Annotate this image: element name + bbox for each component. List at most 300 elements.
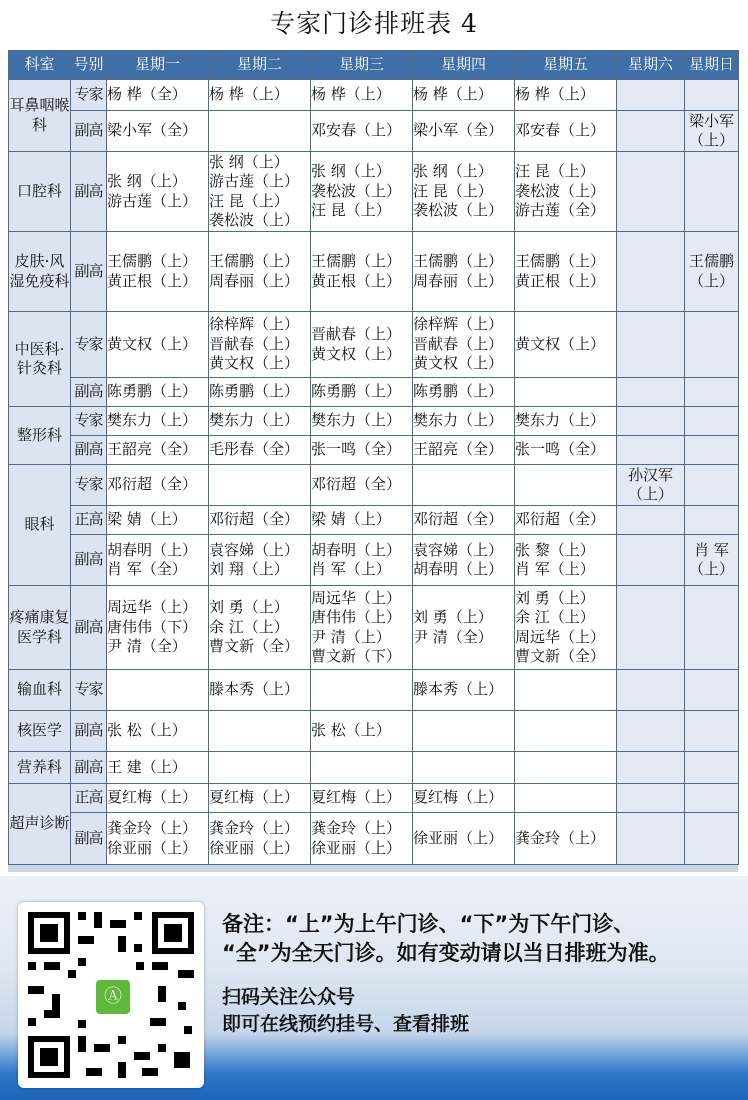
doctor-entry: 黄正根（上） bbox=[311, 271, 402, 290]
doctor-entry: 徐亚丽（上） bbox=[209, 838, 300, 857]
doctor-entry: 梁小军 bbox=[688, 111, 734, 130]
schedule-cell bbox=[515, 670, 617, 711]
schedule-cell bbox=[209, 711, 311, 752]
schedule-cell bbox=[311, 465, 413, 506]
doctor-entry: 袭松波（上） bbox=[209, 211, 300, 229]
doctor-entry: 滕本秀（上） bbox=[209, 680, 300, 699]
doctor-entry: 刘 勇（上） bbox=[413, 608, 493, 626]
schedule-cell bbox=[209, 152, 311, 232]
schedule-cell bbox=[515, 813, 617, 865]
schedule-cell bbox=[515, 80, 617, 111]
schedule-cell bbox=[515, 784, 617, 813]
table-row bbox=[9, 711, 739, 752]
doctor-entry: 孙汉军 bbox=[627, 465, 673, 484]
header-dept: 科室 bbox=[9, 51, 71, 80]
doctor-entry: 袭松波（上） bbox=[413, 201, 504, 220]
schedule-cell bbox=[515, 232, 617, 312]
dept-cell: 中医科·针灸科 bbox=[9, 312, 71, 407]
doctor-entry: 游古莲（上） bbox=[209, 172, 300, 190]
doctor-entry: 肖 军（上） bbox=[515, 560, 595, 578]
rank-cell: 专家 bbox=[71, 407, 107, 436]
doctor-entry: 汪 昆（上） bbox=[209, 191, 289, 210]
doctor-entry: 夏红梅（上） bbox=[107, 788, 198, 807]
doctor-entry: 周远华（上） bbox=[515, 627, 606, 646]
doctor-entry: 龚金玲（上） bbox=[515, 828, 606, 847]
header-fri: 星期五 bbox=[515, 51, 617, 80]
schedule-cell bbox=[107, 378, 209, 407]
legend-note bbox=[222, 910, 732, 968]
doctor-entry: 徐亚丽（上） bbox=[107, 838, 198, 857]
schedule-cell bbox=[685, 465, 739, 506]
table-row bbox=[9, 152, 739, 232]
doctor-entry: 周春丽（上） bbox=[413, 271, 504, 290]
doctor-entry: 夏红梅（上） bbox=[413, 788, 504, 807]
schedule-cell bbox=[209, 80, 311, 111]
schedule-cell bbox=[413, 506, 515, 535]
schedule-cell bbox=[413, 752, 515, 784]
doctor-entry: 尹 清（全） bbox=[107, 637, 187, 656]
doctor-entry: 邓衍超（全） bbox=[515, 510, 606, 529]
dept-cell: 核医学 bbox=[9, 711, 71, 752]
schedule-cell bbox=[107, 506, 209, 535]
schedule-cell bbox=[617, 436, 685, 465]
schedule-cell bbox=[685, 813, 739, 865]
doctor-entry: 胡春明（上） bbox=[413, 560, 504, 578]
schedule-cell bbox=[311, 711, 413, 752]
doctor-entry: 袁容娣（上） bbox=[209, 540, 300, 559]
schedule-cell bbox=[617, 378, 685, 407]
dept-cell: 整形科 bbox=[9, 407, 71, 465]
doctor-entry: 晋献春（上） bbox=[311, 325, 402, 343]
rank-cell: 副高 bbox=[71, 535, 107, 586]
table-row bbox=[9, 670, 739, 711]
schedule-cell bbox=[311, 813, 413, 865]
schedule-cell bbox=[209, 586, 311, 670]
schedule-cell bbox=[617, 752, 685, 784]
schedule-cell bbox=[617, 465, 685, 506]
doctor-entry: 黄文权（上） bbox=[515, 334, 606, 353]
scan-line-2: 即可在线预约挂号、查看排班 bbox=[222, 1013, 470, 1035]
header-tue: 星期二 bbox=[209, 51, 311, 80]
doctor-entry: （上） bbox=[688, 271, 734, 290]
doctor-entry: 唐伟伟（下） bbox=[107, 617, 198, 636]
rank-cell: 副高 bbox=[71, 152, 107, 232]
schedule-cell bbox=[107, 80, 209, 111]
schedule-cell bbox=[413, 378, 515, 407]
schedule-cell bbox=[107, 711, 209, 752]
schedule-cell bbox=[209, 535, 311, 586]
schedule-cell bbox=[413, 813, 515, 865]
rank-cell: 副高 bbox=[71, 586, 107, 670]
legend-note-line-1: 备注：“上”为上午门诊、“下”为下午门诊、 bbox=[222, 912, 635, 936]
doctor-entry: 梁小军（全） bbox=[107, 121, 198, 140]
schedule-cell bbox=[515, 436, 617, 465]
doctor-entry: 黄文权（上） bbox=[107, 334, 198, 353]
doctor-entry: 张 纲（上） bbox=[107, 172, 187, 190]
schedule-cell bbox=[107, 152, 209, 232]
doctor-entry: 梁 婧（上） bbox=[311, 510, 391, 529]
schedule-cell bbox=[685, 312, 739, 378]
doctor-entry: 张 松（上） bbox=[311, 721, 391, 740]
rank-cell: 副高 bbox=[71, 436, 107, 465]
doctor-entry: 樊东力（上） bbox=[107, 411, 198, 430]
doctor-entry: 杨 桦（上） bbox=[209, 85, 289, 104]
schedule-cell bbox=[413, 111, 515, 152]
schedule-cell bbox=[311, 670, 413, 711]
page-title: 专家门诊排班表 4 bbox=[270, 9, 478, 38]
doctor-entry: 龚金玲（上） bbox=[107, 819, 198, 837]
schedule-cell bbox=[209, 407, 311, 436]
doctor-entry: 杨 桦（上） bbox=[311, 85, 391, 104]
scan-instructions bbox=[222, 984, 469, 1038]
schedule-cell bbox=[209, 378, 311, 407]
schedule-cell bbox=[107, 232, 209, 312]
qr-code[interactable] bbox=[18, 902, 204, 1088]
doctor-entry: 曹文新（全） bbox=[209, 637, 300, 656]
doctor-entry: 刘 勇（上） bbox=[209, 598, 289, 617]
scan-line-1: 扫码关注公众号 bbox=[222, 986, 356, 1008]
schedule-cell bbox=[107, 465, 209, 506]
doctor-entry: 周远华（上） bbox=[311, 588, 402, 607]
doctor-entry: 黄正根（上） bbox=[107, 271, 198, 290]
doctor-entry: 邓安春（上） bbox=[515, 121, 606, 140]
doctor-entry: 樊东力（上） bbox=[311, 411, 402, 430]
schedule-cell bbox=[685, 586, 739, 670]
doctor-entry: 王儒鹏 bbox=[688, 252, 734, 270]
schedule-cell bbox=[311, 407, 413, 436]
schedule-cell bbox=[617, 312, 685, 378]
schedule-cell bbox=[107, 752, 209, 784]
schedule-cell bbox=[685, 436, 739, 465]
table-row bbox=[9, 784, 739, 813]
dept-cell: 口腔科 bbox=[9, 152, 71, 232]
table-row bbox=[9, 312, 739, 378]
table-row bbox=[9, 506, 739, 535]
schedule-cell bbox=[685, 152, 739, 232]
doctor-entry: 王儒鹏（上） bbox=[107, 252, 198, 270]
doctor-entry: 徐梓辉（上） bbox=[209, 315, 300, 334]
schedule-cell bbox=[685, 784, 739, 813]
doctor-entry: 余 江（上） bbox=[209, 617, 289, 636]
doctor-entry: 晋献春（上） bbox=[413, 334, 504, 353]
doctor-entry: 刘 勇（上） bbox=[515, 588, 595, 607]
rank-cell: 专家 bbox=[71, 465, 107, 506]
doctor-entry: 游古莲（上） bbox=[107, 191, 198, 210]
rank-cell: 专家 bbox=[71, 312, 107, 378]
dept-cell: 疼痛康复医学科 bbox=[9, 586, 71, 670]
schedule-cell bbox=[413, 465, 515, 506]
doctor-entry: 梁小军（全） bbox=[413, 121, 504, 140]
schedule-cell bbox=[617, 232, 685, 312]
doctor-entry: 晋献春（上） bbox=[209, 334, 300, 353]
schedule-cell bbox=[107, 436, 209, 465]
doctor-entry: 周春丽（上） bbox=[209, 271, 300, 290]
doctor-entry: 肖 军（全） bbox=[107, 560, 187, 578]
schedule-cell bbox=[617, 813, 685, 865]
table-row bbox=[9, 232, 739, 312]
schedule-cell bbox=[413, 312, 515, 378]
doctor-entry: 毛彤春（全） bbox=[209, 440, 300, 459]
schedule-cell bbox=[515, 535, 617, 586]
doctor-entry: 黄文权（上） bbox=[209, 354, 300, 373]
schedule-cell bbox=[685, 80, 739, 111]
schedule-cell bbox=[515, 752, 617, 784]
doctor-entry: 黄正根（上） bbox=[515, 271, 606, 290]
doctor-entry: 樊东力（上） bbox=[209, 411, 300, 430]
doctor-entry: 张一鸣（全） bbox=[515, 440, 606, 459]
schedule-cell bbox=[209, 784, 311, 813]
schedule-cell bbox=[107, 784, 209, 813]
doctor-entry: 杨 桦（全） bbox=[107, 85, 187, 104]
doctor-entry: 尹 清（全） bbox=[413, 627, 493, 646]
schedule-cell bbox=[209, 752, 311, 784]
schedule-cell bbox=[617, 111, 685, 152]
table-header-row bbox=[9, 51, 739, 80]
doctor-entry: 肖 军 bbox=[694, 540, 729, 559]
table-row bbox=[9, 752, 739, 784]
schedule-cell bbox=[107, 111, 209, 152]
schedule-cell bbox=[311, 232, 413, 312]
schedule-cell bbox=[107, 535, 209, 586]
schedule-table-wrapper bbox=[8, 50, 738, 872]
doctor-entry: 张一鸣（全） bbox=[311, 440, 402, 459]
doctor-entry: 王 建（上） bbox=[107, 757, 187, 776]
doctor-entry: 周远华（上） bbox=[107, 598, 198, 617]
schedule-cell bbox=[413, 436, 515, 465]
doctor-entry: 邓安春（上） bbox=[311, 121, 402, 140]
rank-cell: 专家 bbox=[71, 80, 107, 111]
doctor-entry: 徐亚丽（上） bbox=[413, 828, 504, 847]
schedule-cell bbox=[685, 407, 739, 436]
doctor-entry: 刘 翔（上） bbox=[209, 560, 289, 578]
dept-cell: 营养科 bbox=[9, 752, 71, 784]
doctor-entry: 樊东力（上） bbox=[515, 411, 606, 430]
schedule-cell bbox=[413, 711, 515, 752]
header-sun: 星期日 bbox=[685, 51, 739, 80]
schedule-cell bbox=[107, 586, 209, 670]
schedule-cell bbox=[685, 378, 739, 407]
schedule-cell bbox=[311, 80, 413, 111]
schedule-cell bbox=[413, 670, 515, 711]
schedule-cell bbox=[413, 80, 515, 111]
schedule-cell bbox=[617, 670, 685, 711]
hospital-logo-icon: Ⓐ bbox=[94, 978, 132, 1016]
rank-cell: 副高 bbox=[71, 752, 107, 784]
doctor-entry: 夏红梅（上） bbox=[209, 788, 300, 807]
schedule-cell bbox=[685, 535, 739, 586]
schedule-cell bbox=[209, 465, 311, 506]
schedule-cell bbox=[617, 407, 685, 436]
schedule-cell bbox=[515, 152, 617, 232]
schedule-cell bbox=[311, 312, 413, 378]
doctor-entry: 游古莲（全） bbox=[515, 201, 606, 220]
schedule-cell bbox=[617, 784, 685, 813]
doctor-entry: 汪 昆（上） bbox=[311, 201, 391, 220]
doctor-entry: 袭松波（上） bbox=[515, 181, 606, 200]
doctor-entry: 王韶亮（全） bbox=[413, 440, 504, 459]
schedule-cell bbox=[515, 506, 617, 535]
doctor-entry: 滕本秀（上） bbox=[413, 680, 504, 699]
schedule-cell bbox=[311, 752, 413, 784]
schedule-cell bbox=[685, 111, 739, 152]
doctor-entry: 梁 婧（上） bbox=[107, 510, 187, 529]
schedule-cell bbox=[617, 586, 685, 670]
header-sat: 星期六 bbox=[617, 51, 685, 80]
table-row bbox=[9, 80, 739, 111]
schedule-cell bbox=[413, 152, 515, 232]
doctor-entry: 邓衍超（全） bbox=[413, 510, 504, 529]
schedule-cell bbox=[311, 784, 413, 813]
doctor-entry: （上） bbox=[627, 485, 673, 503]
doctor-entry: 杨 桦（上） bbox=[413, 85, 493, 104]
header-rank: 号别 bbox=[71, 51, 107, 80]
schedule-cell bbox=[209, 813, 311, 865]
schedule-cell bbox=[617, 80, 685, 111]
doctor-entry: 邓衍超（全） bbox=[209, 510, 300, 529]
rank-cell: 副高 bbox=[71, 232, 107, 312]
doctor-entry: 王儒鹏（上） bbox=[413, 252, 504, 270]
doctor-entry: 徐梓辉（上） bbox=[413, 315, 504, 334]
schedule-cell bbox=[515, 111, 617, 152]
schedule-cell bbox=[107, 407, 209, 436]
schedule-cell bbox=[413, 586, 515, 670]
doctor-entry: 余 江（上） bbox=[515, 608, 595, 626]
doctor-entry: 张 松（上） bbox=[107, 721, 187, 740]
rank-cell: 副高 bbox=[71, 378, 107, 407]
schedule-cell bbox=[311, 111, 413, 152]
schedule-cell bbox=[209, 232, 311, 312]
schedule-cell bbox=[209, 506, 311, 535]
doctor-entry: 张 纲（上） bbox=[209, 152, 289, 171]
doctor-entry: 陈勇鹏（上） bbox=[209, 382, 300, 401]
schedule-cell bbox=[311, 152, 413, 232]
schedule-table bbox=[8, 50, 739, 865]
doctor-entry: 黄文权（上） bbox=[311, 344, 402, 363]
schedule-cell bbox=[685, 670, 739, 711]
rank-cell: 正高 bbox=[71, 506, 107, 535]
rank-cell: 副高 bbox=[71, 813, 107, 865]
doctor-entry: 王儒鹏（上） bbox=[311, 252, 402, 270]
schedule-cell bbox=[515, 312, 617, 378]
doctor-entry: 胡春明（上） bbox=[107, 540, 198, 559]
table-row bbox=[9, 813, 739, 865]
schedule-cell bbox=[685, 506, 739, 535]
schedule-cell bbox=[209, 670, 311, 711]
doctor-entry: 张 纲（上） bbox=[311, 162, 391, 181]
table-row bbox=[9, 436, 739, 465]
doctor-entry: 陈勇鹏（上） bbox=[413, 382, 504, 401]
schedule-cell bbox=[515, 378, 617, 407]
header-wed: 星期三 bbox=[311, 51, 413, 80]
header-mon: 星期一 bbox=[107, 51, 209, 80]
doctor-entry: 曹文新（全） bbox=[515, 647, 606, 665]
doctor-entry: 汪 昆（上） bbox=[413, 181, 493, 200]
doctor-entry: 尹 清（上） bbox=[311, 627, 391, 646]
doctor-entry: 黄文权（上） bbox=[413, 354, 504, 373]
schedule-cell bbox=[413, 784, 515, 813]
schedule-cell bbox=[515, 711, 617, 752]
dept-cell: 耳鼻咽喉科 bbox=[9, 80, 71, 152]
doctor-entry: 袁容娣（上） bbox=[413, 540, 504, 559]
schedule-cell bbox=[311, 535, 413, 586]
schedule-cell bbox=[311, 506, 413, 535]
doctor-entry: 杨 桦（上） bbox=[515, 85, 595, 104]
doctor-entry: 王韶亮（全） bbox=[107, 440, 198, 459]
dept-cell: 超声诊断 bbox=[9, 784, 71, 865]
table-row bbox=[9, 586, 739, 670]
dept-cell: 眼科 bbox=[9, 465, 71, 586]
schedule-cell bbox=[311, 586, 413, 670]
doctor-entry: 唐伟伟（上） bbox=[311, 608, 402, 626]
table-row bbox=[9, 111, 739, 152]
doctor-entry: 邓衍超（全） bbox=[311, 475, 402, 494]
schedule-cell bbox=[107, 813, 209, 865]
doctor-entry: 龚金玲（上） bbox=[311, 819, 402, 837]
schedule-cell bbox=[617, 152, 685, 232]
schedule-cell bbox=[413, 232, 515, 312]
rank-cell: 专家 bbox=[71, 670, 107, 711]
table-row bbox=[9, 535, 739, 586]
schedule-cell bbox=[311, 378, 413, 407]
doctor-entry: 邓衍超（全） bbox=[107, 475, 198, 494]
doctor-entry: 陈勇鹏（上） bbox=[311, 382, 402, 401]
doctor-entry: 张 纲（上） bbox=[413, 162, 493, 181]
doctor-entry: 徐亚丽（上） bbox=[311, 838, 402, 857]
table-row bbox=[9, 465, 739, 506]
table-row bbox=[9, 378, 739, 407]
doctor-entry: 袭松波（上） bbox=[311, 181, 402, 200]
schedule-cell bbox=[209, 312, 311, 378]
doctor-entry: 曹文新（下） bbox=[311, 647, 402, 665]
schedule-cell bbox=[311, 436, 413, 465]
schedule-cell bbox=[413, 535, 515, 586]
schedule-cell bbox=[617, 711, 685, 752]
schedule-cell bbox=[209, 436, 311, 465]
schedule-cell bbox=[413, 407, 515, 436]
schedule-cell bbox=[617, 506, 685, 535]
table-row bbox=[9, 407, 739, 436]
schedule-cell bbox=[685, 752, 739, 784]
schedule-cell bbox=[515, 465, 617, 506]
dept-cell: 皮肤·风湿免疫科 bbox=[9, 232, 71, 312]
rank-cell: 正高 bbox=[71, 784, 107, 813]
doctor-entry: 陈勇鹏（上） bbox=[107, 382, 198, 401]
dept-cell: 输血科 bbox=[9, 670, 71, 711]
schedule-cell bbox=[107, 670, 209, 711]
header-thu: 星期四 bbox=[413, 51, 515, 80]
schedule-cell bbox=[515, 586, 617, 670]
doctor-entry: 张 黎（上） bbox=[515, 540, 595, 559]
schedule-cell bbox=[515, 407, 617, 436]
legend-note-line-2: “全”为全天门诊。如有变动请以当日排班为准。 bbox=[222, 941, 670, 965]
doctor-entry: 肖 军（上） bbox=[311, 560, 391, 578]
doctor-entry: 胡春明（上） bbox=[311, 540, 402, 559]
schedule-cell bbox=[209, 111, 311, 152]
doctor-entry: 夏红梅（上） bbox=[311, 788, 402, 807]
rank-cell: 副高 bbox=[71, 111, 107, 152]
doctor-entry: 龚金玲（上） bbox=[209, 819, 300, 837]
doctor-entry: （上） bbox=[688, 560, 734, 578]
schedule-cell bbox=[685, 711, 739, 752]
schedule-cell bbox=[107, 312, 209, 378]
schedule-cell bbox=[617, 535, 685, 586]
doctor-entry: 樊东力（上） bbox=[413, 411, 504, 430]
doctor-entry: （上） bbox=[688, 131, 734, 149]
doctor-entry: 汪 昆（上） bbox=[515, 162, 595, 181]
doctor-entry: 王儒鹏（上） bbox=[515, 252, 606, 270]
doctor-entry: 王儒鹏（上） bbox=[209, 252, 300, 270]
schedule-cell bbox=[685, 232, 739, 312]
